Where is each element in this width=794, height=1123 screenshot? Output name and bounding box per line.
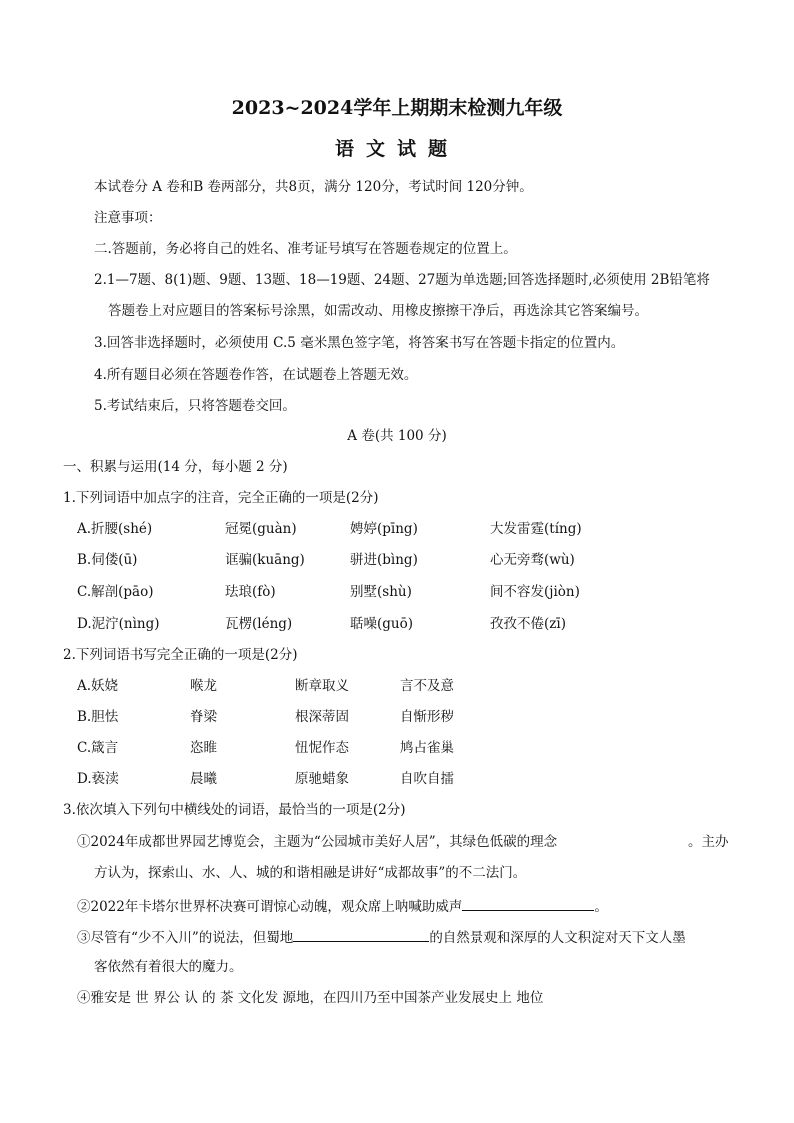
- q3-sentence-2-text: ②2022年卡塔尔世界杯决赛可谓惊心动魄，观众席上呐喊助威声: [77, 899, 463, 915]
- q2-option-cell: 忸怩作态: [295, 740, 349, 756]
- q2-option-cell: 恣睢: [190, 740, 217, 756]
- q1-option-cell: 聒噪(guō): [350, 616, 413, 632]
- q2-option-cell: 根深蒂固: [295, 709, 349, 725]
- part-one-heading: 一、积累与运用(14 分，每小题 2 分): [63, 459, 288, 475]
- answer-blank: [293, 927, 429, 942]
- q2-option-cell: 自惭形秽: [400, 709, 454, 725]
- answer-blank: [462, 896, 594, 911]
- q2-option-cell: 晨曦: [190, 771, 217, 787]
- q2-option-cell: 原驰蜡象: [295, 771, 349, 787]
- q1-option-cell: 骈进(bìng): [350, 552, 418, 568]
- note-item: 二.答题前，务必将自己的姓名、准考证号填写在答题卷规定的位置上。: [94, 241, 517, 257]
- q2-option-cell: C.箴言: [77, 740, 119, 756]
- q2-option-cell: 鸠占雀巢: [400, 740, 454, 756]
- question-3-stem: 3.依次填入下列句中横线处的词语，最恰当的一项是(2分): [63, 802, 406, 818]
- q1-option-cell: C.解剖(pāo): [77, 584, 154, 600]
- q2-option-cell: 脊梁: [190, 709, 217, 725]
- q2-option-cell: 言不及意: [400, 678, 454, 694]
- q2-option-cell: 自吹自擂: [400, 771, 454, 787]
- q1-option-cell: 大发雷霆(tíng): [490, 521, 582, 537]
- q3-sentence-1: ①2024年成都世界园艺博览会，主题为“公园城市美好人居”，其绿色低碳的理念: [77, 834, 558, 850]
- q2-option-cell: A.妖娆: [77, 678, 119, 694]
- q2-option-cell: 喉龙: [190, 678, 217, 694]
- question-2-stem: 2.下列词语书写完全正确的一项是(2分): [63, 647, 298, 663]
- q3-sentence-3-text: ③尽管有“少不入川”的说法，但蜀地: [77, 930, 294, 946]
- q2-option-cell: B.胆怯: [77, 709, 119, 725]
- notes-heading: 注意事项：: [94, 210, 162, 226]
- q1-option-cell: A.折腰(shé): [77, 521, 153, 537]
- q1-option-cell: 心无旁骛(wù): [490, 552, 575, 568]
- q1-option-cell: B.伺偻(ū): [77, 552, 138, 568]
- note-item: 3.回答非选择题时，必须使用 C.5 毫米黑色签字笔，将答案书写在答题卡指定的位置内。: [94, 335, 625, 351]
- section-a-heading: A 卷(共 100 分): [347, 428, 447, 444]
- q1-option-cell: D.泥泞(nìng): [77, 616, 160, 632]
- question-1-stem: 1.下列词语中加点字的注音，完全正确的一项是(2分): [63, 490, 379, 506]
- q2-option-cell: 断章取义: [295, 678, 349, 694]
- q1-option-cell: 珐琅(fò): [225, 584, 276, 600]
- q3-sentence-1-cont: 方认为，探索山、水、人、城的和谐相融是讲好“成都故事”的不二法门。: [94, 865, 527, 881]
- q3-sentence-3-cont: 客依然有着很大的魔力。: [94, 959, 243, 975]
- q3-sentence-3-end: 的自然景观和深厚的人文积淀对天下文人墨: [429, 930, 686, 946]
- q1-option-cell: 娉婷(pīng): [350, 521, 418, 537]
- exam-title: 2023~2024学年上期期末检测九年级: [231, 97, 563, 119]
- q3-sentence-2: [77, 896, 608, 916]
- q3-sentence-3: [77, 927, 686, 947]
- q3-sentence-4: ④雅安是 世 界公 认 的 茶 文化发 源地，在四川乃至中国茶产业发展史上 地位: [77, 990, 544, 1006]
- note-item: 4.所有题目必须在答题卷作答，在试题卷上答题无效。: [94, 367, 418, 383]
- q1-option-cell: 别墅(shù): [350, 584, 412, 600]
- q3-sentence-1-end: 。主办: [688, 834, 729, 850]
- q1-option-cell: 间不容发(jiòn): [490, 584, 580, 600]
- intro-text: 本试卷分 A 卷和B 卷两部分，共8页，满分 120分，考试时间 120分钟。: [94, 179, 533, 195]
- q3-sentence-2-end: 。: [594, 899, 608, 915]
- note-item: 5.考试结束后，只将答题卷交回。: [94, 398, 296, 414]
- q1-option-cell: 孜孜不倦(zī): [490, 616, 566, 632]
- q2-option-cell: D.亵渎: [77, 771, 119, 787]
- note-item: 2.1—7题、8(1)题、9题、13题、18—19题、24题、27题为单选题;回答选择题时,必须使用 2B铅笔将: [94, 272, 710, 288]
- q1-option-cell: 冠冕(guàn): [225, 521, 297, 537]
- note-item: 答题卷上对应题目的答案标号涂黑，如需改动、用橡皮擦擦干净后，再选涂其它答案编号。: [108, 303, 648, 319]
- exam-subtitle: 语文试题: [334, 138, 459, 160]
- q1-option-cell: 诓骗(kuāng): [225, 552, 305, 568]
- q1-option-cell: 瓦楞(léng): [225, 616, 293, 632]
